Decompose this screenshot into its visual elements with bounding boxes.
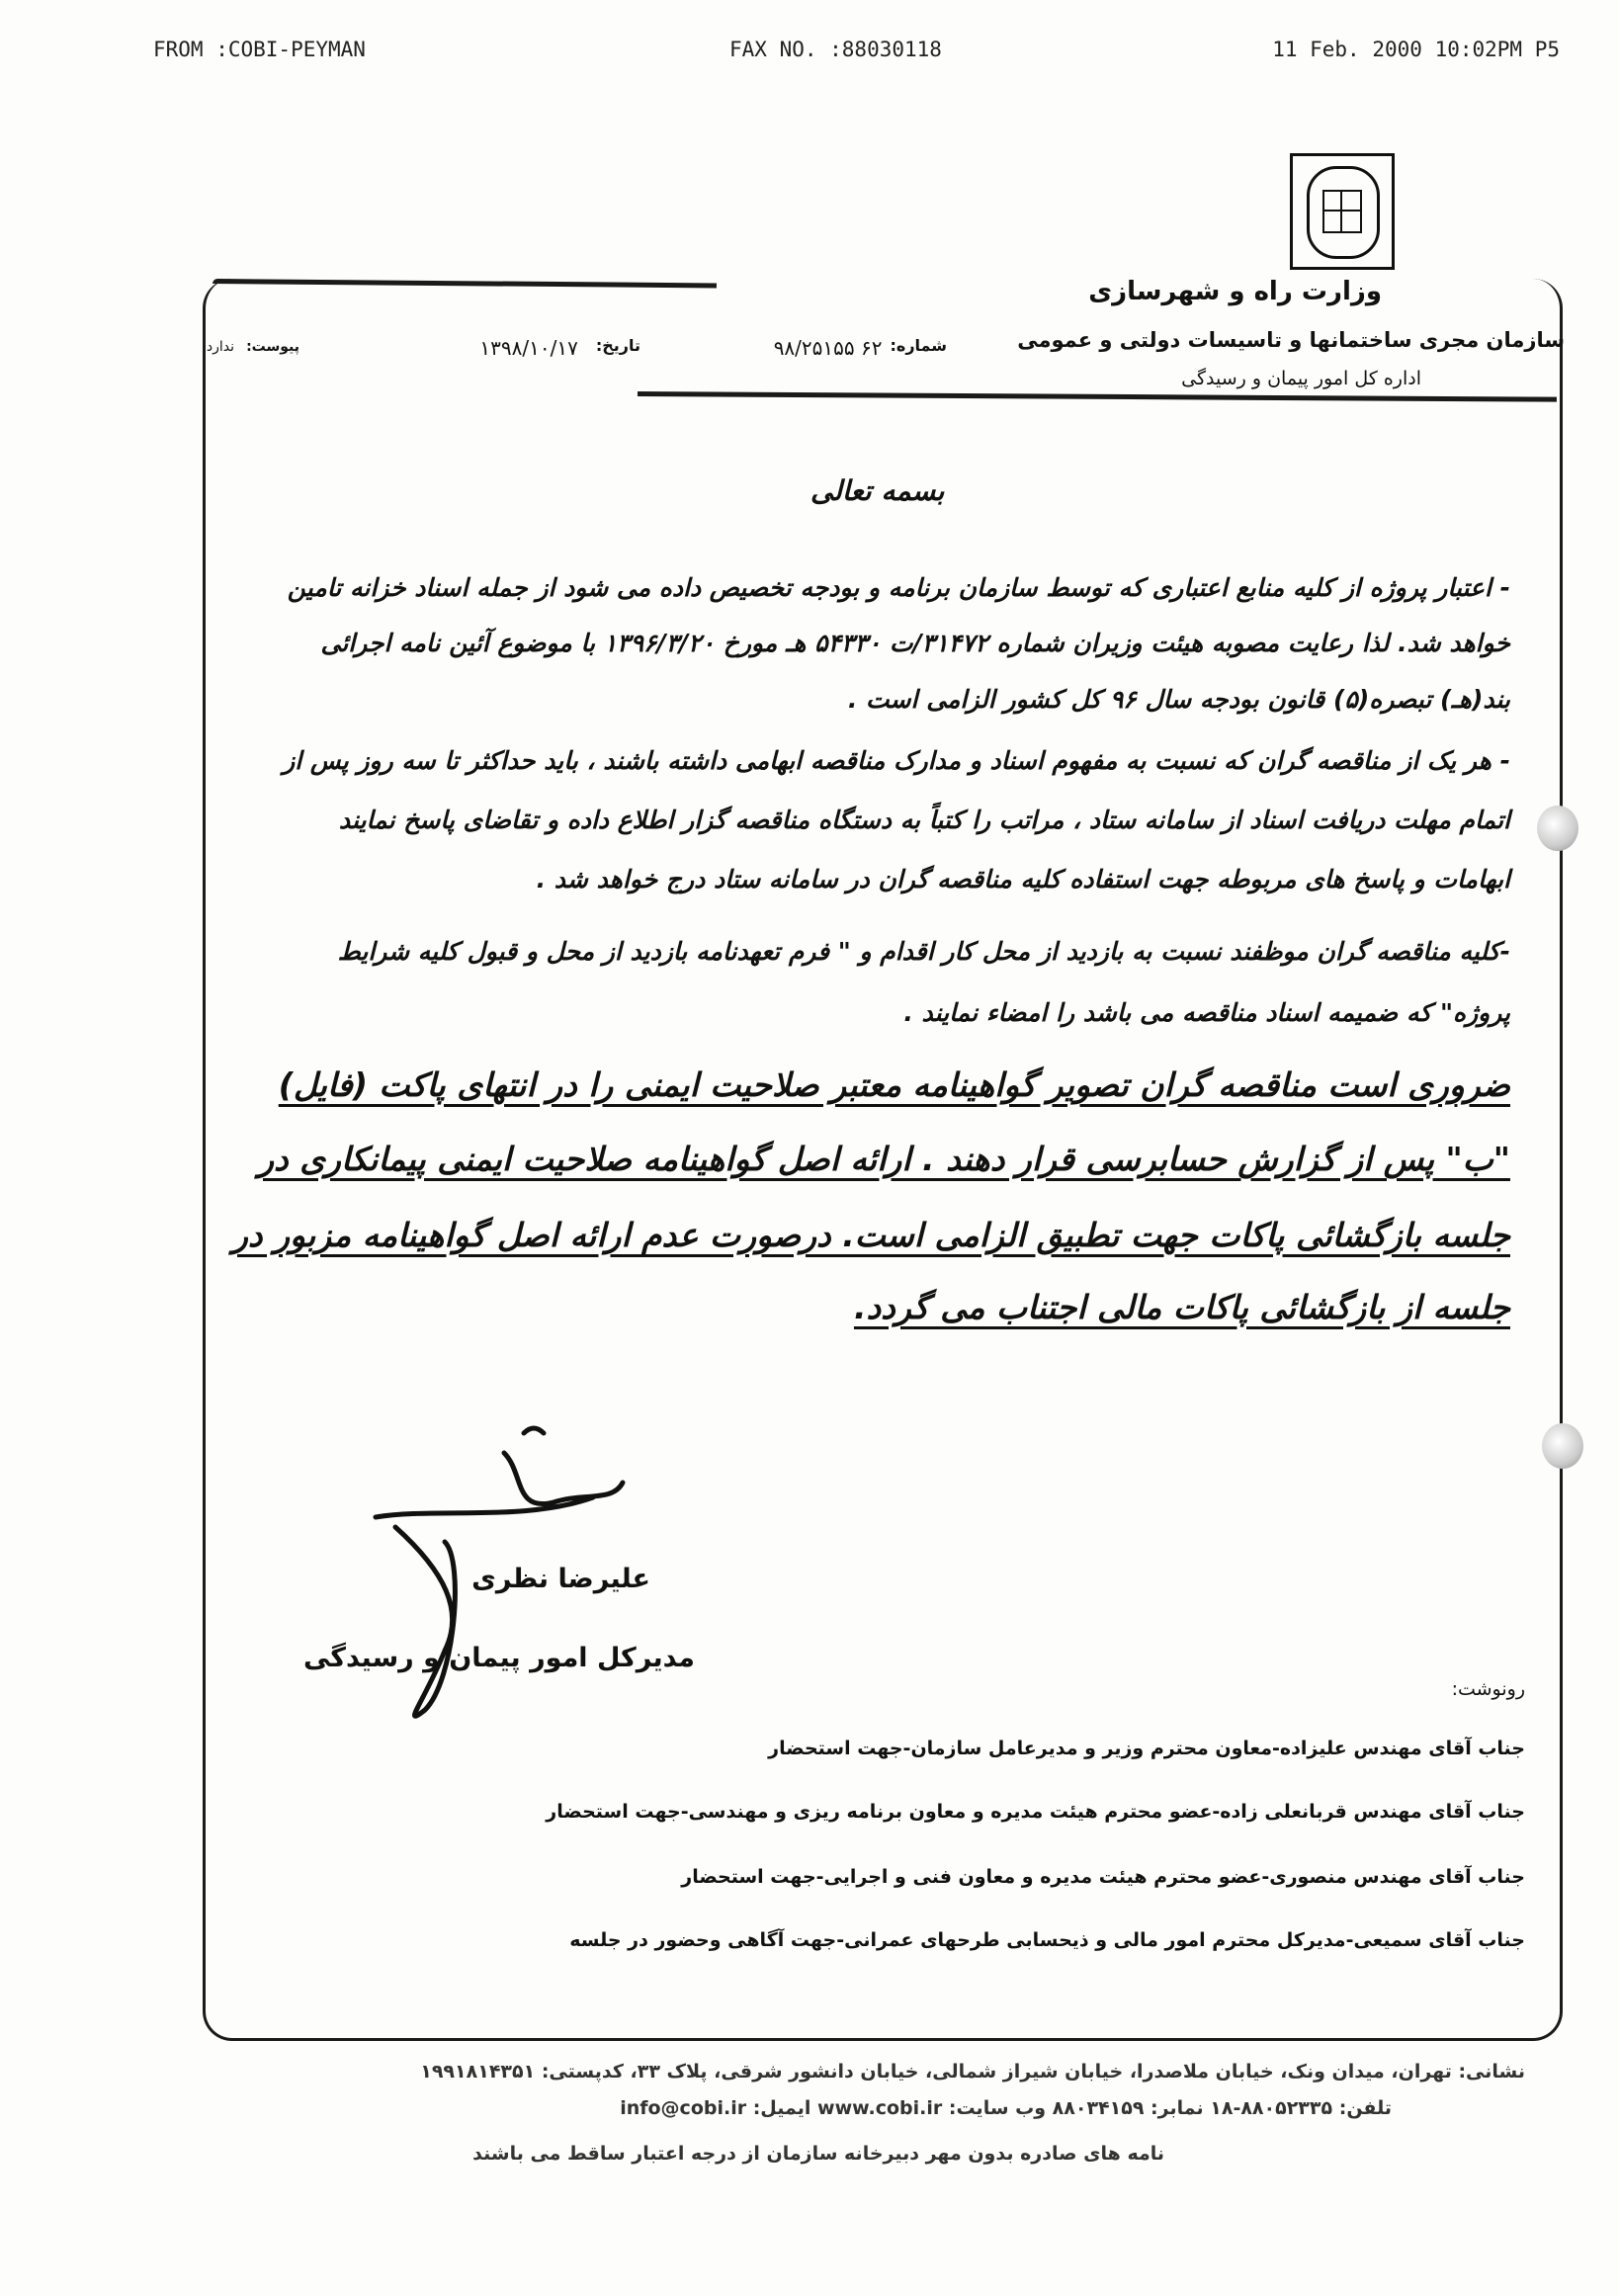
footer-note: نامه های صادره بدون مهر دبیرخانه سازمان از درجه اعتبار ساقط می باشند [472,2143,1164,2165]
paragraph-4-line-3: جلسه بازگشائی پاکات جهت تطبیق الزامی است. درصورت عدم ارائه اصل گواهینامه مزبور در [231,1216,1510,1254]
footer-address: نشانی: تهران، میدان ونک، خیابان ملاصدرا، خیابان شیراز شمالی، خیابان دانشور شرقی، پلاک ۳۳، کدپستی: ۱۹۹۱۸۱۴۳۵۱ [420,2061,1525,2083]
number-value: ۶۲ ۹۸/۲۵۱۵۵ [773,336,883,360]
punch-hole [1537,806,1578,851]
paragraph-4-line-4: جلسه از بازگشائی پاکات مالی اجتناب می گردد. [853,1288,1510,1326]
number-label: شماره: [890,336,947,355]
punch-hole [1542,1423,1583,1469]
attachment-label: پیوست: [246,339,299,355]
letter-date [479,336,640,360]
attachment-value: ندارد [206,339,235,355]
paragraph-4-line-2: "ب" پس از گزارش حسابرسی قرار دهند . ارائه اصل گواهینامه صلاحیت ایمنی پیمانکاری در [258,1140,1510,1178]
paragraph-3-line-2: پروژه" که ضمیمه اسناد مناقصه می باشد را امضاء نمایند . [903,998,1510,1027]
cc-item: جناب آقای سمیعی-مدیرکل محترم امور مالی و ذیحسابی طرحهای عمرانی-جهت آگاهی وحضور در جلسه [569,1929,1525,1951]
signatory-position: مدیرکل امور پیمان و رسیدگی [302,1643,695,1673]
department-name: اداره کل امور پیمان و رسیدگی [1181,368,1421,389]
fax-datetime: 11 Feb. 2000 10:02PM P5 [1272,38,1560,61]
ministry-name: وزارت راه و شهرسازی [1088,277,1382,306]
cc-item: جناب آقای مهندس علیزاده-معاون محترم وزیر و مدیرعامل سازمان-جهت استحضار [768,1738,1525,1759]
fax-number: FAX NO. :88030118 [729,38,942,61]
paragraph-1-line-2: خواهد شد. لذا رعایت مصوبه هیئت وزیران شماره ۳۱۴۷۲/ت ۵۴۳۳۰ هـ مورخ ۱۳۹۶/۳/۲۰ با موضوع آئین نامه اجرائی [320,629,1510,657]
paragraph-1-line-3: بند(هـ) تبصره(۵) قانون بودجه سال ۹۶ کل کشور الزامی است . [847,685,1510,714]
footer-contact: تلفن: ۸۸۰۵۲۳۳۵-۱۸ نمابر: ۸۸۰۳۴۱۵۹ وب سایت: www.cobi.ir ایمیل: info@cobi.ir [620,2097,1392,2119]
cc-item: جناب آقای مهندس قربانعلی زاده-عضو محترم هیئت مدیره و معاون برنامه ریزی و مهندسی-جهت استحضار [546,1801,1525,1823]
paragraph-3-line-1: -کلیه مناقصه گران موظفند نسبت به بازدید از محل کار اقدام و " فرم تعهدنامه بازدید از محل و قبول کلیه شرایط [337,937,1510,966]
letter-number [774,336,947,360]
fax-from: FROM :COBI-PEYMAN [153,38,366,61]
paragraph-4-line-1: ضروری است مناقصه گران تصویر گواهینامه معتبر صلاحیت ایمنی را در انتهای پاکت (فایل) [278,1065,1510,1104]
signatory-name: علیرضا نظری [471,1564,650,1594]
letter-title: بسمه تعالی [810,474,945,507]
date-value: ۱۳۹۸/۱۰/۱۷ [479,336,578,360]
paragraph-1-line-1: - اعتبار پروژه از کلیه منابع اعتباری که توسط سازمان برنامه و بودجه تخصیص داده می شود از جمله اسناد خزانه تامین [287,573,1510,602]
ministry-logo-icon [1290,153,1395,270]
letter-attachment [207,339,299,355]
organization-name: سازمان مجری ساختمانها و تاسیسات دولتی و عمومی [1017,328,1565,352]
cc-item: جناب آقای مهندس منصوری-عضو محترم هیئت مدیره و معاون فنی و اجرایی-جهت استحضار [681,1866,1525,1888]
paragraph-2-line-2: اتمام مهلت دریافت اسناد از سامانه ستاد ، مراتب را کتباً به دستگاه مناقصه گزار اطلاع داده و تقاضای پاسخ نمایند [338,806,1510,834]
date-label: تاریخ: [595,336,640,355]
paragraph-2-line-3: ابهامات و پاسخ های مربوطه جهت استفاده کلیه مناقصه گران در سامانه ستاد درج خواهد شد . [536,865,1510,893]
cc-label: رونوشت: [1451,1678,1525,1700]
paragraph-2-line-1: - هر یک از مناقصه گران که نسبت به مفهوم اسناد و مدارک مناقصه ابهامی داشته باشند ، باید حداکثر تا سه روز پس از [283,746,1510,775]
